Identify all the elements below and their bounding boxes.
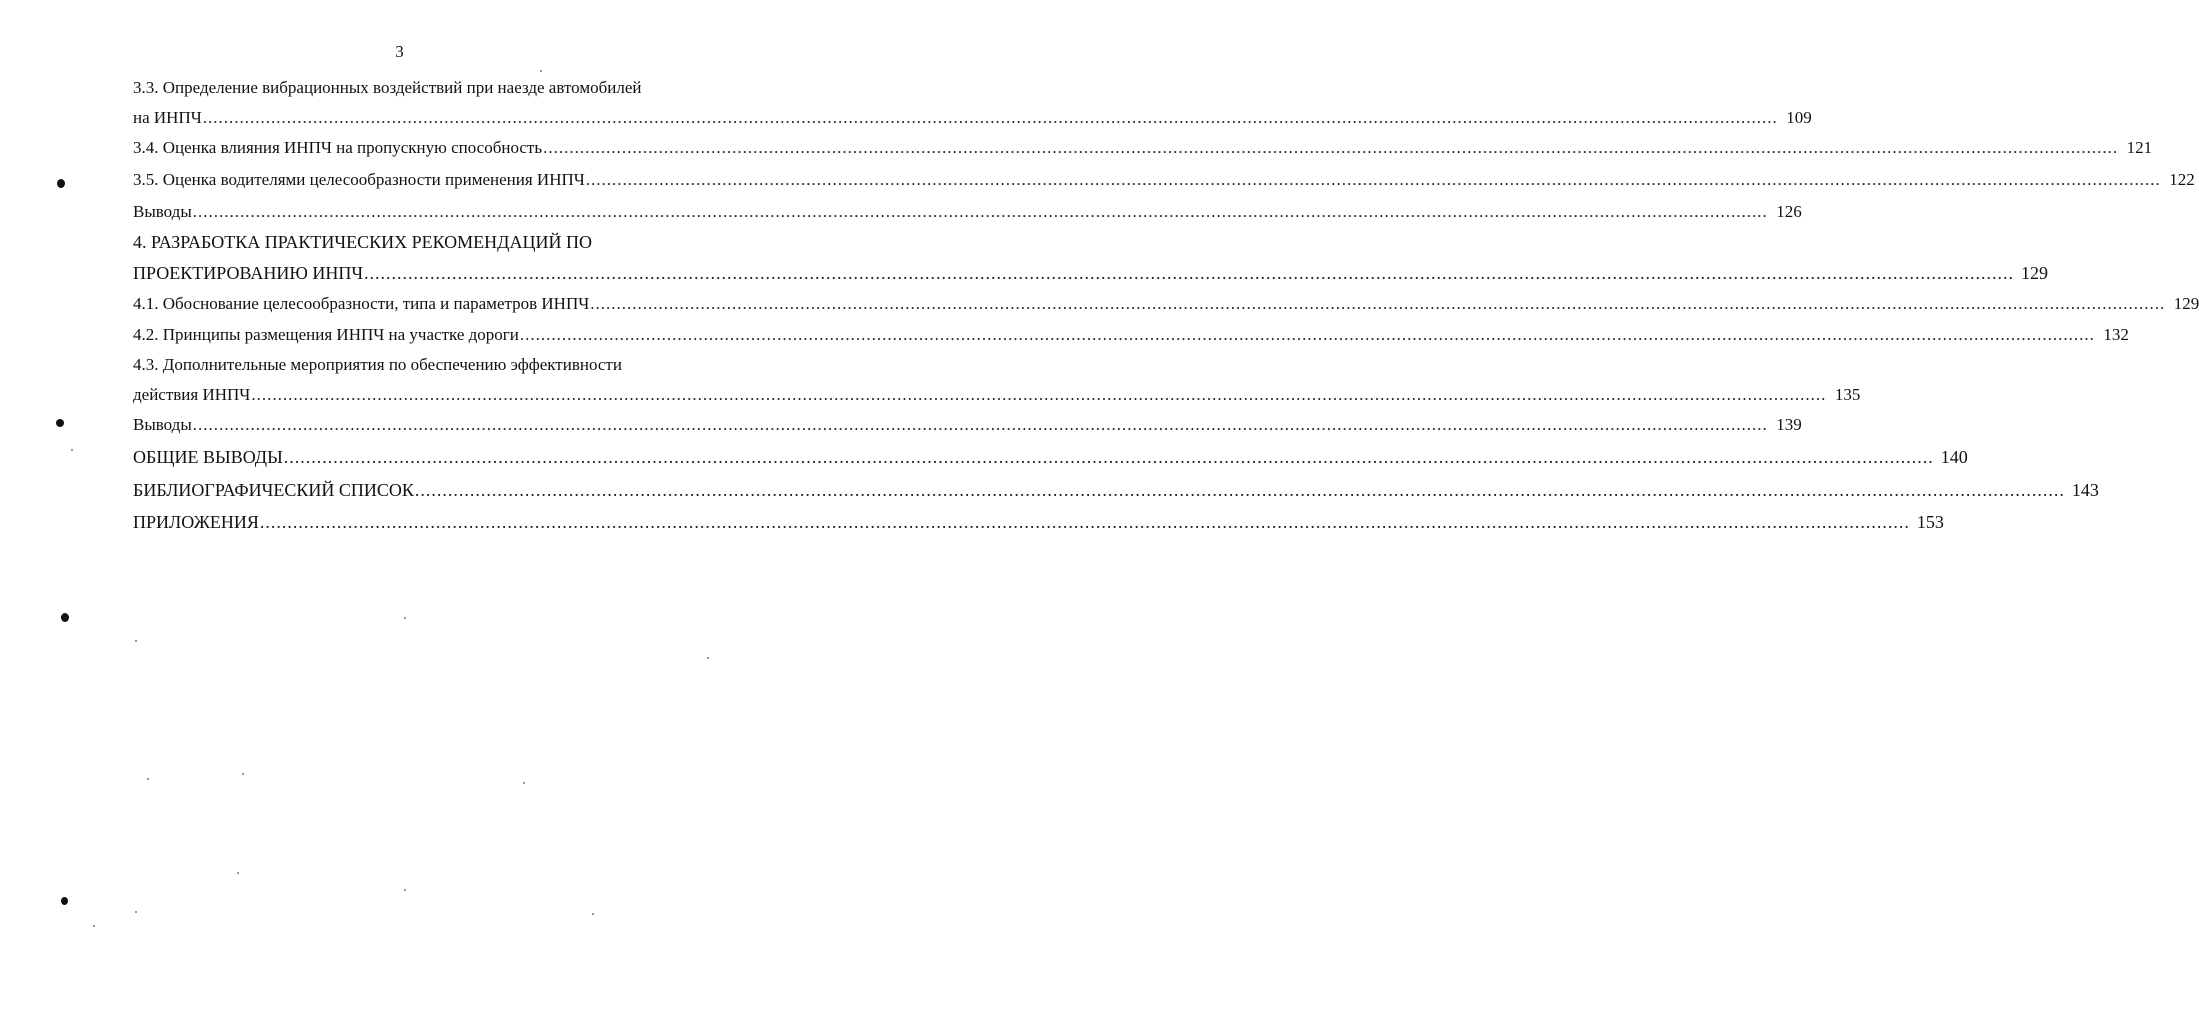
- toc-entry-title: Выводы: [133, 202, 192, 221]
- toc-entry-title: 3.4. Оценка влияния ИНПЧ на пропускную способность: [133, 138, 543, 157]
- scan-speck: [540, 70, 542, 72]
- dot-leader: ............................................................................................................................................................................................................................................................................................................: [543, 138, 2119, 157]
- dot-leader: ............................................................................................................................................................................................................................................................................................................: [585, 170, 2161, 189]
- binding-hole-mark: [61, 613, 69, 622]
- toc-entry: [133, 512, 1944, 538]
- toc-entry-title: ПРОЕКТИРОВАНИЮ ИНПЧ: [133, 263, 364, 283]
- scan-speck: [93, 925, 95, 927]
- scan-speck: [404, 617, 406, 619]
- toc-entry: [133, 138, 2153, 164]
- toc-entry-title: 3.3. Определение вибрационных воздействий при наезде автомобилей: [133, 78, 642, 97]
- toc-entry-title: БИБЛИОГРАФИЧЕСКИЙ СПИСОК: [133, 480, 414, 500]
- dot-leader: ............................................................................................................................................................................................................................................................................................................: [192, 415, 1768, 434]
- toc-entry-title: 4. РАЗРАБОТКА ПРАКТИЧЕСКИХ РЕКОМЕНДАЦИЙ ПО: [133, 232, 592, 252]
- toc-entry: [133, 325, 2129, 351]
- toc-entry-page: 109: [1786, 108, 1812, 127]
- toc-entry-page: 143: [2071, 480, 2099, 500]
- dot-leader: ............................................................................................................................................................................................................................................................................................................: [590, 294, 2166, 313]
- binding-hole-mark: [56, 419, 64, 427]
- scan-speck: [237, 872, 239, 874]
- dot-leader: ............................................................................................................................................................................................................................................................................................................: [202, 108, 1778, 127]
- toc-entry: [133, 355, 709, 381]
- dot-leader: ............................................................................................................................................................................................................................................................................................................: [259, 512, 1910, 532]
- toc-entry-page: 126: [1776, 202, 1802, 221]
- dot-leader: ............................................................................................................................................................................................................................................................................................................: [414, 480, 2065, 500]
- scan-speck: [147, 778, 149, 780]
- toc-entry-title: 4.1. Обоснование целесообразности, типа и параметров ИНПЧ: [133, 294, 590, 313]
- page-number: 3: [395, 42, 404, 61]
- binding-hole-mark: [57, 179, 65, 188]
- toc-entry-title: 4.2. Принципы размещения ИНПЧ на участке дороги: [133, 325, 519, 344]
- scan-speck: [135, 640, 137, 642]
- toc-entry: [133, 447, 1968, 473]
- toc-entry-title: 3.5. Оценка водителями целесообразности применения ИНПЧ: [133, 170, 585, 189]
- toc-entry-page: 122: [2169, 170, 2195, 189]
- toc-entry-title: ПРИЛОЖЕНИЯ: [133, 512, 259, 532]
- toc-entry-page: 129: [2021, 263, 2049, 283]
- toc-entry-title: ОБЩИЕ ВЫВОДЫ: [133, 447, 283, 467]
- scan-speck: [523, 782, 525, 784]
- toc-entry: [133, 480, 2099, 506]
- toc-entry-title: на ИНПЧ: [133, 108, 202, 127]
- binding-hole-mark: [61, 897, 68, 905]
- dot-leader: ............................................................................................................................................................................................................................................................................................................: [251, 385, 1827, 404]
- scan-speck: [71, 449, 73, 451]
- toc-entry-page: 135: [1834, 385, 1861, 404]
- toc-entry: [133, 78, 709, 104]
- toc-entry-title: 4.3. Дополнительные мероприятия по обеспечению эффективности: [133, 355, 622, 374]
- toc-entry: [133, 108, 1812, 134]
- toc-entry: [133, 263, 2049, 289]
- scan-speck: [707, 657, 709, 659]
- toc-entry-page: 139: [1776, 415, 1802, 434]
- toc-entry-page: 132: [2103, 325, 2129, 344]
- dot-leader: ............................................................................................................................................................................................................................................................................................................: [364, 263, 2015, 283]
- toc-entry: [133, 232, 709, 258]
- scan-speck: [404, 889, 406, 891]
- scan-speck: [242, 773, 244, 775]
- toc-entry-page: 140: [1940, 447, 1968, 467]
- toc-entry: [133, 385, 1861, 411]
- toc-entry: [133, 170, 2195, 196]
- toc-entry-page: 121: [2126, 138, 2153, 157]
- scan-speck: [135, 911, 137, 913]
- toc-entry: [133, 202, 1802, 228]
- toc-entry-page: 153: [1916, 512, 1944, 532]
- dot-leader: ............................................................................................................................................................................................................................................................................................................: [192, 202, 1768, 221]
- toc-entry-title: Выводы: [133, 415, 192, 434]
- toc-entry: [133, 294, 2199, 320]
- dot-leader: ............................................................................................................................................................................................................................................................................................................: [519, 325, 2095, 344]
- toc-entry-page: 129: [2173, 294, 2199, 313]
- scan-speck: [592, 913, 594, 915]
- dot-leader: ............................................................................................................................................................................................................................................................................................................: [283, 447, 1934, 467]
- toc-entry: [133, 415, 1802, 441]
- toc-entry-title: действия ИНПЧ: [133, 385, 251, 404]
